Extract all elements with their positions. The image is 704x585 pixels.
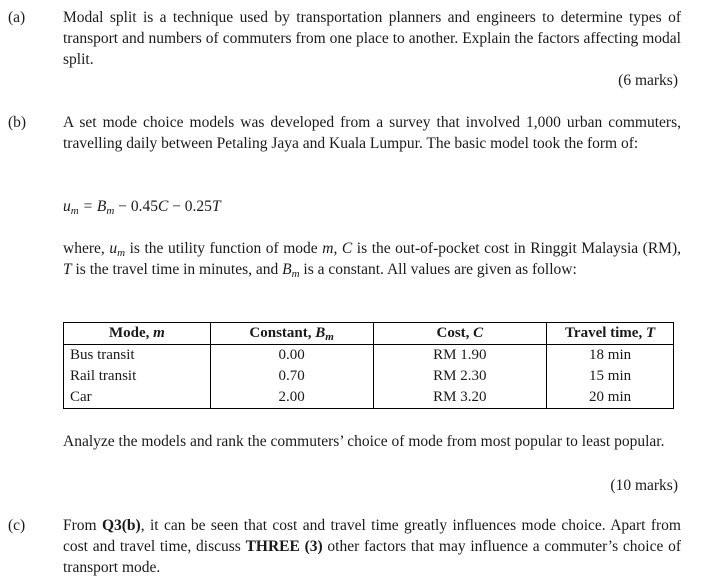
formula-t: T xyxy=(211,198,221,215)
cell-cost: RM 1.90 xyxy=(373,345,547,367)
header-constant: Constant, $B_m$ xyxy=(210,323,373,345)
where-p4: is the out-of-pocket cost in Ringgit Malaysia (RM), xyxy=(352,240,682,257)
where-b: $B_m$ xyxy=(282,261,300,280)
formula-c: C xyxy=(157,198,169,215)
where-p2: is the utility function of mode xyxy=(125,240,323,257)
where-p5: is the travel time in minutes, and xyxy=(71,261,283,278)
part-b-marks: (10 marks) xyxy=(610,477,678,494)
cell-mode: Car xyxy=(64,387,211,409)
where-t: T xyxy=(63,261,72,278)
part-b-task: Analyze the models and rank the commuters’ choice of mode from most popular to least popular. xyxy=(63,433,665,450)
cell-constant: 0.70 xyxy=(210,366,373,387)
cell-constant: 0.00 xyxy=(210,345,373,367)
part-b-label: (b) xyxy=(8,114,27,131)
part-a-label: (a) xyxy=(8,9,26,26)
cell-mode: Bus transit xyxy=(64,345,211,367)
table-header-row xyxy=(64,323,674,345)
formula-rest-1: − 0.45 xyxy=(114,198,158,215)
formula-lhs: u xyxy=(63,198,71,215)
utility-formula xyxy=(63,196,221,217)
part-a-question: Modal split is a technique used by transportation planners and engineers to determine types of transport and numbers of commuters from one place to another. Explain the factors affecting modal split. xyxy=(63,9,681,68)
cell-time: 18 min xyxy=(547,345,674,367)
part-b-where xyxy=(63,238,681,280)
where-u: $u_m$ xyxy=(109,240,126,259)
header-cost: Cost, C xyxy=(373,323,547,345)
part-c-label: (c) xyxy=(8,517,26,534)
part-b-intro: A set mode choice models was developed from a survey that involved 1,000 urban commuters, travelling daily between Petaling Jaya and Kuala Lumpur. The basic model took the form of: xyxy=(63,114,681,152)
part-c-ref: Q3(b) xyxy=(101,517,141,534)
cell-time: 15 min xyxy=(547,366,674,387)
part-c-bold: THREE (3) xyxy=(245,538,323,555)
mode-data-table xyxy=(63,322,674,409)
table-row xyxy=(64,345,674,367)
cell-cost: RM 3.20 xyxy=(373,387,547,409)
part-c-question: From Q3(b), it can be seen that cost and travel time greatly influences mode choice. Apart from cost and travel time, discuss THREE (3) other factors that may influence a commuter’s choice of transport mode. xyxy=(63,517,681,576)
cell-time: 20 min xyxy=(547,387,674,409)
where-p1: where, xyxy=(63,240,110,257)
where-p6: is a constant. All values are given as follow: xyxy=(299,261,577,278)
formula-lhs-sub: m xyxy=(70,205,79,217)
header-mode: Mode, m xyxy=(64,323,211,345)
formula-eq: = B xyxy=(78,198,107,215)
cell-cost: RM 2.30 xyxy=(373,366,547,387)
table-row xyxy=(64,387,674,409)
table-row xyxy=(64,366,674,387)
cell-constant: 2.00 xyxy=(210,387,373,409)
part-a-marks: (6 marks) xyxy=(618,72,678,89)
cell-mode: Rail transit xyxy=(64,366,211,387)
where-p3: , xyxy=(333,240,342,257)
formula-rest-2: − 0.25 xyxy=(168,198,212,215)
formula-b-sub: m xyxy=(106,205,115,217)
where-m: m xyxy=(322,240,334,257)
where-c: C xyxy=(341,240,353,257)
header-travel-time: Travel time, T xyxy=(547,323,674,345)
